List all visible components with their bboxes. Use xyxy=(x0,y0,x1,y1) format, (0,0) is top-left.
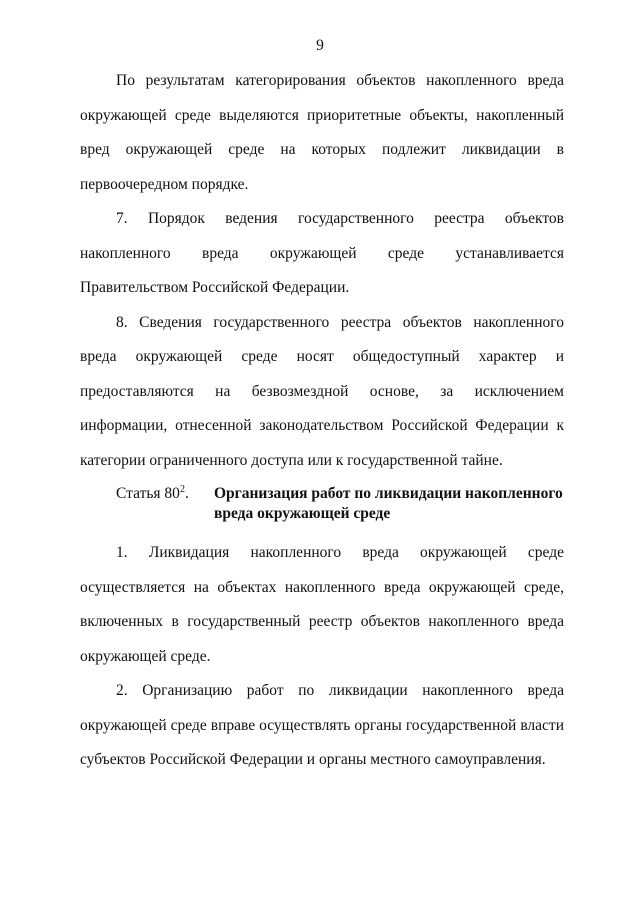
paragraph-7: 7. Порядок ведения государственного реестра объектов накопленного вреда окружающей среде устанавливается Правительством Российской Федерации. xyxy=(80,210,564,296)
article-label xyxy=(80,484,214,524)
paragraph-8: 8. Сведения государственного реестра объектов накопленного вреда окружающей среде носят общедоступный характер и предоставляются на безвозмездной основе, за исключением информации, отнесенной законодательством Российской Федерации к категории ограниченного доступа или к государственной тайне. xyxy=(80,313,564,469)
document-body xyxy=(80,64,564,778)
article-number: Статья 80 xyxy=(116,485,180,502)
paragraph-categorization: По результатам категорирования объектов накопленного вреда окружающей среде выделяются приоритетные объекты, накопленный вред окружающей среде на которых подлежит ликвидации в первоочередном порядке. xyxy=(80,72,564,193)
paragraph-2: 2. Организацию работ по ликвидации накопленного вреда окружающей среде вправе осуществлять органы государственной власти субъектов Российской Федерации и органы местного самоуправления. xyxy=(80,682,564,768)
paragraph-1: 1. Ликвидация накопленного вреда окружающей среде осуществляется на объектах накопленного вреда окружающей среде, включенных в государственный реестр объектов накопленного вреда окружающей среде. xyxy=(80,544,564,665)
article-label-suffix: . xyxy=(184,485,189,502)
article-superscript: 2 xyxy=(179,483,185,495)
page-number: 9 xyxy=(316,37,324,54)
article-heading xyxy=(80,476,564,536)
article-title: Организация работ по ликвидации накопленного вреда окружающей среде xyxy=(214,485,563,522)
